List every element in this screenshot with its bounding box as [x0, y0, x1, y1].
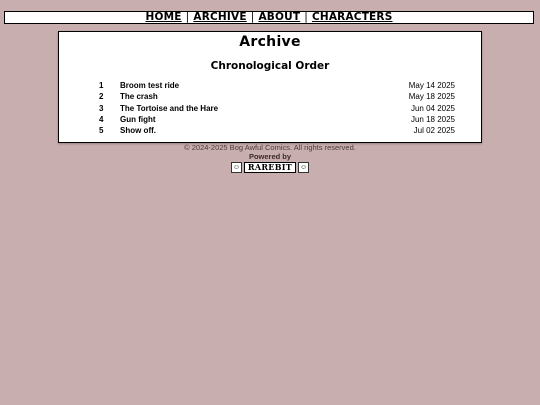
- rarebit-logo: RAREBIT: [244, 162, 296, 173]
- archive-row: [59, 92, 481, 103]
- entry-title-link[interactable]: Broom test ride: [120, 81, 180, 90]
- archive-list: [59, 81, 481, 137]
- entry-title-link[interactable]: Show off.: [120, 126, 156, 135]
- archive-row: [59, 115, 481, 126]
- rabbit-face-icon: ☺: [300, 164, 308, 171]
- nav-home-link[interactable]: HOME: [145, 11, 182, 24]
- entry-title-link[interactable]: Gun fight: [120, 114, 156, 124]
- nav-about-link[interactable]: ABOUT: [258, 11, 301, 24]
- footer: [0, 143, 540, 173]
- archive-row: [59, 126, 481, 137]
- copyright-text: © 2024-2025 Bog Awful Comics. All rights reserved.: [184, 143, 356, 152]
- entry-number: 3: [99, 103, 104, 113]
- rabbit-face-icon: ☺: [232, 164, 240, 171]
- entry-number: 5: [99, 126, 104, 135]
- nav-separator: |: [304, 11, 308, 24]
- top-nav: [4, 11, 534, 24]
- entry-number: 1: [99, 81, 104, 90]
- page-subtitle: Chronological Order: [210, 60, 330, 72]
- powered-by-text: Powered by: [248, 152, 292, 161]
- entry-date: Jun 18 2025: [410, 114, 455, 124]
- archive-row: [59, 104, 481, 115]
- archive-panel: [58, 31, 482, 143]
- rarebit-badge[interactable]: [0, 162, 540, 173]
- entry-date: Jul 02 2025: [413, 126, 455, 135]
- entry-date: May 14 2025: [408, 81, 455, 90]
- nav-archive-link[interactable]: ARCHIVE: [193, 11, 247, 24]
- entry-number: 4: [99, 114, 104, 124]
- entry-title-link[interactable]: The Tortoise and the Hare: [120, 103, 219, 113]
- page-title: Archive: [239, 34, 301, 50]
- nav-separator: |: [185, 11, 190, 24]
- nav-separator: |: [250, 11, 255, 24]
- entry-date: May 18 2025: [408, 92, 455, 102]
- entry-title-link[interactable]: The crash: [120, 92, 158, 102]
- archive-row: [59, 81, 481, 92]
- entry-number: 2: [99, 92, 104, 102]
- nav-characters-link[interactable]: CHARACTERS: [311, 11, 393, 24]
- entry-date: Jun 04 2025: [410, 103, 455, 113]
